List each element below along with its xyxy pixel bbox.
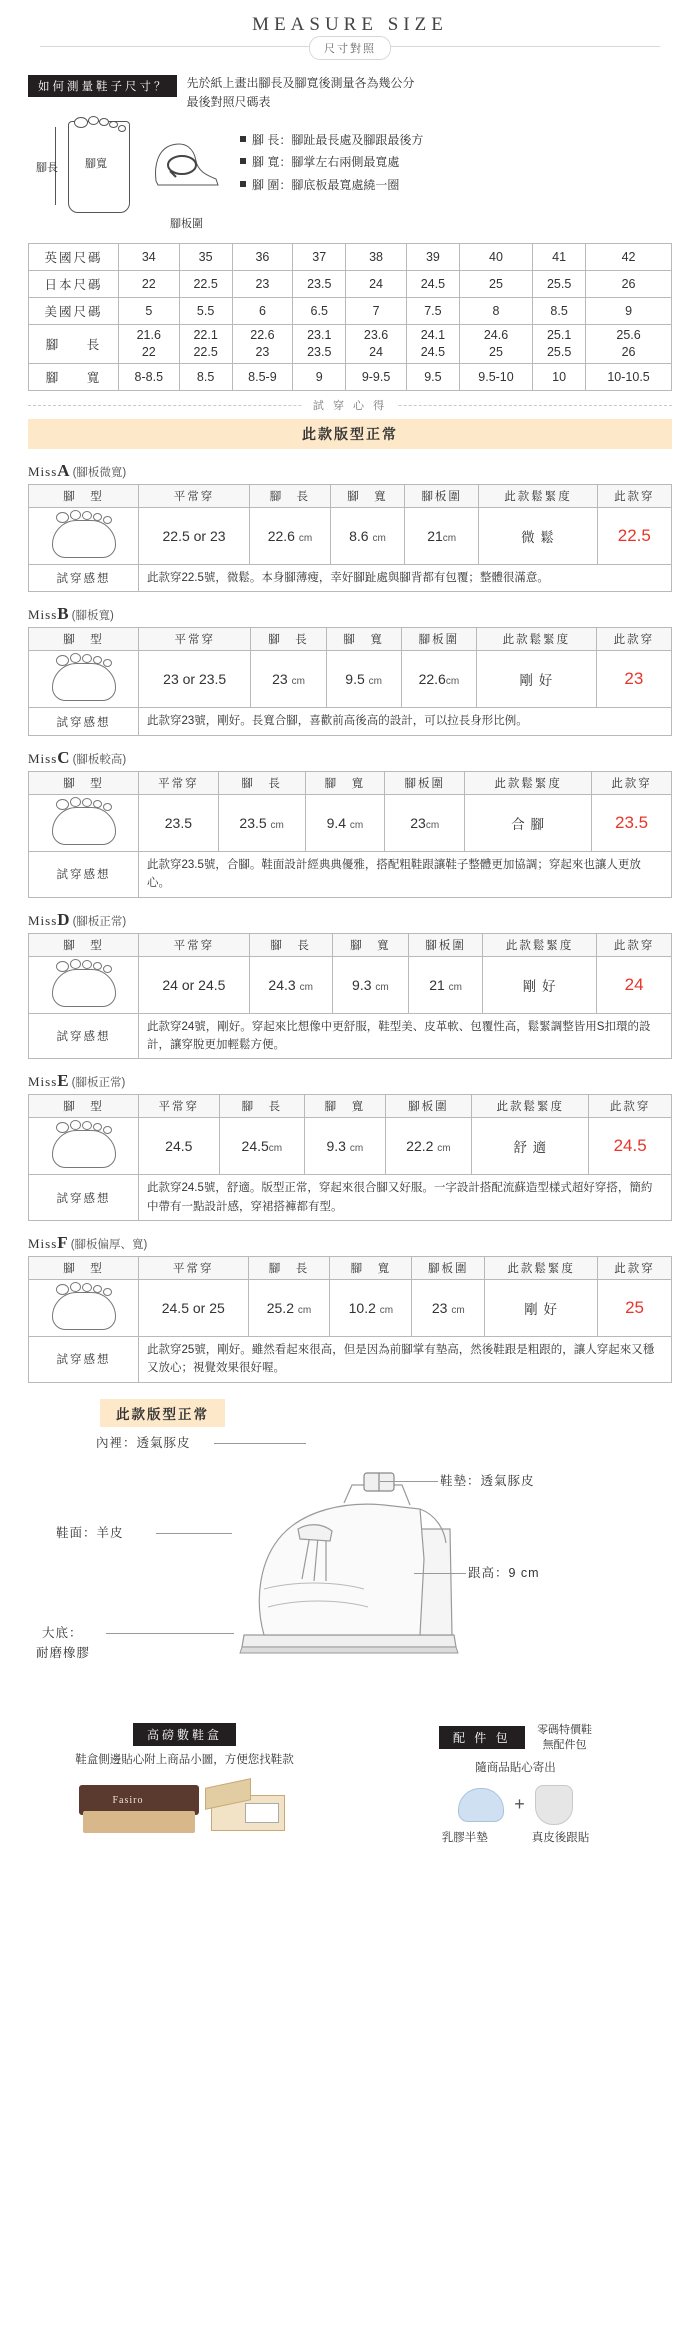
table-row (29, 708, 672, 735)
usual-size: 24.5 or 25 (139, 1280, 249, 1337)
usual-size: 23 or 23.5 (139, 651, 251, 708)
col-foot-type: 腳 型 (29, 1095, 139, 1118)
foot-shape-icon (29, 651, 139, 708)
howto-line-2: 最後對照尺碼表 (186, 94, 271, 109)
fit-level: 剛 好 (483, 956, 597, 1013)
usual-size: 23.5 (139, 794, 219, 851)
table-header-row (29, 1257, 672, 1280)
cell (406, 325, 459, 364)
cell: 10 (533, 363, 586, 390)
table-row (29, 564, 672, 591)
cell: 22 (119, 271, 180, 298)
fit-level: 剛 好 (485, 1280, 598, 1337)
cell-bottom: 25 (489, 345, 503, 360)
review-table (28, 484, 672, 592)
col-length: 腳 長 (219, 1095, 305, 1118)
cell-top: 24.1 (420, 328, 446, 343)
review-heading (28, 1071, 672, 1091)
cell (533, 325, 586, 364)
foot-girth: 21 cm (409, 956, 483, 1013)
lining-label: 內裡：透氣豚皮 (96, 1435, 191, 1450)
cell-bottom: 23 (255, 345, 270, 360)
comment-label: 試穿感想 (29, 1175, 139, 1221)
col-girth: 腳板圍 (385, 771, 465, 794)
review-table (28, 627, 672, 735)
accessory-kit-label: 配 件 包 (439, 1726, 525, 1749)
foot-shape-icon (29, 794, 139, 851)
miss-label: Miss (28, 1236, 58, 1252)
table-row (29, 507, 672, 564)
cell (293, 325, 346, 364)
cell: 6.5 (293, 298, 346, 325)
row-label: 日本尺碼 (29, 271, 119, 298)
review-block-d (28, 910, 672, 1060)
col-foot-type: 腳 型 (29, 484, 139, 507)
usual-size: 24 or 24.5 (139, 956, 250, 1013)
howto-section (0, 60, 700, 111)
table-row (29, 1013, 672, 1059)
cell: 34 (119, 244, 180, 271)
review-block-e (28, 1071, 672, 1221)
upper-leader-line (156, 1533, 232, 1534)
cell: 36 (232, 244, 293, 271)
page-title: MEASURE SIZE (252, 14, 448, 35)
fit-banner: 此款版型正常 (28, 419, 672, 449)
bottom-section (28, 1723, 672, 1845)
col-foot-type: 腳 型 (29, 933, 139, 956)
miss-label: Miss (28, 463, 58, 479)
spec-banner: 此款版型正常 (100, 1399, 225, 1427)
col-pick: 此款穿 (596, 628, 671, 651)
col-length: 腳 長 (248, 1257, 330, 1280)
subtitle-pill: 尺寸對照 (309, 36, 391, 60)
cell: 8 (459, 298, 532, 325)
miss-label: Miss (28, 750, 58, 766)
cell: 42 (586, 244, 672, 271)
chosen-size: 22.5 (597, 507, 671, 564)
foot-length: 23 cm (251, 651, 326, 708)
cell: 25 (459, 271, 532, 298)
shoebox-brand: Fasiro (112, 1795, 144, 1807)
review-heading (28, 910, 672, 930)
bullet-text: 腳 圍：腳底板最寬處繞一圈 (252, 177, 400, 192)
bullet-item (240, 174, 423, 196)
cell: 5.5 (179, 298, 232, 325)
cell: 9.5 (406, 363, 459, 390)
table-row (29, 363, 672, 390)
review-heading (28, 1233, 672, 1253)
cell-bottom: 24.5 (420, 345, 446, 360)
accessory-kit-sub: 隨商品貼心寄出 (475, 1761, 556, 1774)
miss-note: (腳板偏厚、寬) (70, 1239, 148, 1252)
cell-bottom: 24 (369, 345, 384, 360)
col-fit: 此款鬆緊度 (472, 1095, 589, 1118)
foot-length: 25.2 cm (248, 1280, 330, 1337)
cell: 9 (293, 363, 346, 390)
col-length: 腳 長 (249, 933, 332, 956)
cell (459, 325, 532, 364)
review-heading (28, 748, 672, 768)
bullet-text: 腳 長：腳趾最長處及腳跟最後方 (252, 133, 424, 148)
cell: 7 (346, 298, 407, 325)
col-width: 腳 寬 (305, 1095, 386, 1118)
cell (586, 325, 672, 364)
fit-level: 剛 好 (477, 651, 597, 708)
col-fit: 此款鬆緊度 (465, 771, 592, 794)
review-block-a (28, 461, 672, 592)
cell: 41 (533, 244, 586, 271)
table-row (29, 851, 672, 897)
usual-size: 24.5 (139, 1118, 220, 1175)
table-header-row (29, 771, 672, 794)
chosen-size: 25 (598, 1280, 672, 1337)
foot-length: 23.5 cm (218, 794, 305, 851)
review-block-b (28, 604, 672, 735)
cell: 10-10.5 (586, 363, 672, 390)
col-fit: 此款鬆緊度 (485, 1257, 598, 1280)
heel-leader-line (414, 1573, 466, 1574)
miss-letter: A (57, 460, 70, 480)
cell: 35 (179, 244, 232, 271)
foot-width: 9.5 cm (326, 651, 401, 708)
foot-length-label: 腳長 (36, 162, 58, 175)
cell: 8.5-9 (232, 363, 293, 390)
foot-width: 9.3 cm (332, 956, 409, 1013)
table-row (29, 1118, 672, 1175)
col-width: 腳 寬 (332, 933, 409, 956)
table-row (29, 794, 672, 851)
review-table (28, 771, 672, 898)
table-row (29, 956, 672, 1013)
cell-top: 24.6 (483, 328, 509, 343)
table-header-row (29, 933, 672, 956)
foot-shape-icon (29, 1280, 139, 1337)
cell: 9.5-10 (459, 363, 532, 390)
cell: 5 (119, 298, 180, 325)
table-row (29, 244, 672, 271)
bullet-square-icon (240, 136, 246, 142)
col-length: 腳 長 (250, 484, 331, 507)
miss-letter: D (57, 909, 70, 929)
foot-width: 9.4 cm (305, 794, 385, 851)
miss-note: (腳板正常) (72, 915, 127, 928)
miss-label: Miss (28, 912, 58, 928)
review-table (28, 933, 672, 1060)
shoebox-icon (79, 1777, 199, 1839)
comment-label: 試穿感想 (29, 708, 139, 735)
cell: 23 (232, 271, 293, 298)
col-foot-type: 腳 型 (29, 1257, 139, 1280)
bullet-item (240, 151, 423, 173)
col-pick: 此款穿 (589, 1095, 672, 1118)
cell: 9 (586, 298, 672, 325)
product-spec-diagram (28, 1427, 672, 1717)
review-block-c (28, 748, 672, 898)
accessory-item-2: 真皮後跟貼 (531, 1831, 590, 1844)
comment-label: 試穿感想 (29, 1337, 139, 1383)
review-heading (28, 461, 672, 481)
insole-leader-line (380, 1481, 438, 1482)
table-row (29, 271, 672, 298)
miss-letter: E (57, 1071, 69, 1091)
foot-length: 24.3 cm (249, 956, 332, 1013)
cell-bottom: 23.5 (307, 345, 332, 360)
cell: 22.5 (179, 271, 232, 298)
col-fit: 此款鬆緊度 (477, 628, 597, 651)
cell-bottom: 22 (141, 345, 156, 360)
comment-text: 此款穿24號，剛好。穿起來比想像中更舒服，鞋型美、皮革軟、包覆性高，鬆緊調整皆用S扣環的設計，讓穿脫更加輕鬆方便。 (139, 1013, 672, 1059)
heel-grip-icon (535, 1785, 573, 1825)
foot-width-label: 腳寬 (85, 158, 107, 171)
shoebox-sub: 鞋盒側邊貼心附上商品小圖，方便您找鞋款 (75, 1753, 294, 1766)
measure-diagram (28, 115, 672, 235)
table-header-row (29, 1095, 672, 1118)
cell (119, 325, 180, 364)
shoebox-label: 高磅數鞋盒 (133, 1723, 236, 1746)
col-pick: 此款穿 (597, 484, 671, 507)
cell-bottom: 22.5 (193, 345, 218, 360)
foot-width: 10.2 cm (330, 1280, 412, 1337)
miss-label: Miss (28, 607, 58, 623)
bullet-item (240, 129, 423, 151)
miss-letter: F (57, 1233, 68, 1253)
table-row (29, 651, 672, 708)
comment-text: 此款穿23.5號，合腳。鞋面設計經典典優雅，搭配粗鞋跟讓鞋子整體更加協調；穿起來也讓人更放心。 (139, 851, 672, 897)
comment-label: 試穿感想 (29, 851, 139, 897)
table-row (29, 298, 672, 325)
cell (179, 325, 232, 364)
col-pick: 此款穿 (597, 933, 672, 956)
col-usual: 平常穿 (139, 1095, 220, 1118)
cell: 6 (232, 298, 293, 325)
row-label: 英國尺碼 (29, 244, 119, 271)
accessory-kit-block (359, 1723, 672, 1845)
measure-bullets (240, 129, 423, 196)
foot-girth: 22.6cm (401, 651, 476, 708)
cell: 40 (459, 244, 532, 271)
cell: 23.5 (293, 271, 346, 298)
foot-shape-icon (29, 507, 139, 564)
cell (232, 325, 293, 364)
table-row (29, 1280, 672, 1337)
foot-shape-icon (29, 1118, 139, 1175)
fit-level: 微 鬆 (479, 507, 597, 564)
shoebox-block (28, 1723, 341, 1845)
kit-note-line-2: 無配件包 (542, 1739, 587, 1752)
col-usual: 平常穿 (139, 1257, 249, 1280)
col-usual: 平常穿 (139, 628, 251, 651)
col-girth: 腳板圍 (409, 933, 483, 956)
latex-half-pad-icon (458, 1788, 504, 1822)
review-table (28, 1256, 672, 1383)
col-girth: 腳板圍 (385, 1095, 472, 1118)
chosen-size: 23 (596, 651, 671, 708)
bullet-square-icon (240, 181, 246, 187)
cell: 24.5 (406, 271, 459, 298)
miss-note: (腳板正常) (71, 1077, 126, 1090)
outsole-label-1: 大底： (42, 1625, 83, 1640)
col-width: 腳 寬 (330, 1257, 412, 1280)
comment-text: 此款穿25號，剛好。雖然看起來很高，但是因為前腳掌有墊高，然後鞋跟是粗跟的，讓人穿起來又穩又放心；視覺效果很好喔。 (139, 1337, 672, 1383)
outsole-label-2: 耐磨橡膠 (36, 1645, 91, 1660)
comment-label: 試穿感想 (29, 564, 139, 591)
kit-note-line-1: 零碼特價鞋 (537, 1723, 593, 1736)
foot-girth: 21cm (405, 507, 479, 564)
cell-bottom: 26 (621, 345, 636, 360)
heel-height-label: 跟高：9 cm (468, 1565, 540, 1580)
cell: 24 (346, 271, 407, 298)
usual-size: 22.5 or 23 (139, 507, 250, 564)
cell: 26 (586, 271, 672, 298)
col-width: 腳 寬 (330, 484, 404, 507)
fit-level: 舒 適 (472, 1118, 589, 1175)
side-foot-icon (146, 135, 226, 195)
col-fit: 此款鬆緊度 (479, 484, 597, 507)
cell: 25.5 (533, 271, 586, 298)
comment-text: 此款穿23號，剛好。長寬合腳，喜歡前高後高的設計，可以拉長身形比例。 (139, 708, 672, 735)
foot-width: 9.3 cm (305, 1118, 386, 1175)
open-shoebox-icon (205, 1777, 291, 1839)
col-pick: 此款穿 (598, 1257, 672, 1280)
col-length: 腳 長 (251, 628, 326, 651)
chosen-size: 23.5 (592, 794, 672, 851)
col-width: 腳 寬 (305, 771, 385, 794)
cell-top: 23.6 (363, 328, 389, 343)
comment-label: 試穿感想 (29, 1013, 139, 1059)
comment-text: 此款穿22.5號，微鬆。本身腳薄瘦，幸好腳趾處與腳背都有包覆；整體很滿意。 (139, 564, 672, 591)
cell: 39 (406, 244, 459, 271)
miss-letter: C (57, 747, 70, 767)
howto-line-1: 先於紙上畫出腳長及腳寬後測量各為幾公分 (186, 76, 415, 90)
col-usual: 平常穿 (139, 933, 250, 956)
cell: 8-8.5 (119, 363, 180, 390)
col-length: 腳 長 (218, 771, 305, 794)
cell: 8.5 (179, 363, 232, 390)
accessory-kit-note (537, 1723, 592, 1754)
howto-text (187, 74, 415, 111)
lining-leader-line (214, 1443, 306, 1444)
miss-note: (腳板較高) (72, 753, 127, 766)
fit-level: 合 腳 (465, 794, 592, 851)
review-heading (28, 604, 672, 624)
col-fit: 此款鬆緊度 (483, 933, 597, 956)
foot-girth: 23cm (385, 794, 465, 851)
col-girth: 腳板圍 (405, 484, 479, 507)
table-row (29, 325, 672, 364)
col-foot-type: 腳 型 (29, 771, 139, 794)
chosen-size: 24 (597, 956, 672, 1013)
subtitle-pill-wrap (0, 36, 700, 60)
cell: 7.5 (406, 298, 459, 325)
col-usual: 平常穿 (139, 484, 250, 507)
col-girth: 腳板圍 (412, 1257, 485, 1280)
upper-label: 鞋面：羊皮 (56, 1525, 124, 1540)
accessory-item-1: 乳膠半墊 (441, 1831, 488, 1844)
miss-note: (腳板微寬) (72, 466, 127, 479)
cell (346, 325, 407, 364)
bullet-square-icon (240, 158, 246, 164)
table-row (29, 1337, 672, 1383)
chosen-size: 24.5 (589, 1118, 672, 1175)
bullet-text: 腳 寬：腳掌左右兩側最寬處 (252, 155, 400, 170)
cell-top: 25.1 (546, 328, 572, 343)
cell-bottom: 25.5 (546, 345, 572, 360)
cell: 37 (293, 244, 346, 271)
insole-label: 鞋墊：透氣豚皮 (440, 1473, 535, 1488)
row-label: 腳 寬 (29, 363, 119, 390)
col-width: 腳 寬 (326, 628, 401, 651)
shoebox-images (28, 1777, 341, 1839)
table-header-row (29, 484, 672, 507)
review-block-f (28, 1233, 672, 1383)
col-usual: 平常穿 (139, 771, 219, 794)
col-foot-type: 腳 型 (29, 628, 139, 651)
cell-top: 22.1 (193, 328, 218, 343)
comment-text: 此款穿24.5號，舒適。版型正常，穿起來很合腳又好服。一字設計搭配流蘇造型樣式超好穿搭，簡約中帶有一點設計感，穿裙搭褲都有型。 (139, 1175, 672, 1221)
outsole-leader-line (106, 1633, 234, 1634)
miss-letter: B (57, 604, 69, 624)
cell-top: 22.6 (250, 328, 275, 343)
row-label: 美國尺碼 (29, 298, 119, 325)
table-header-row (29, 628, 672, 651)
review-table (28, 1094, 672, 1221)
foot-width: 8.6 cm (330, 507, 404, 564)
foot-girth-label: 腳板圍 (170, 218, 203, 231)
row-label: 腳 長 (29, 325, 119, 364)
cell-top: 21.6 (136, 328, 161, 343)
col-pick: 此款穿 (592, 771, 672, 794)
size-conversion-table (28, 243, 672, 391)
accessory-images (359, 1785, 672, 1825)
table-row (29, 1175, 672, 1221)
cell-top: 25.6 (616, 328, 641, 343)
cell: 38 (346, 244, 407, 271)
miss-label: Miss (28, 1074, 58, 1090)
miss-note: (腳板寬) (71, 610, 114, 623)
plus-icon: + (514, 1794, 525, 1815)
cell: 8.5 (533, 298, 586, 325)
cell: 9-9.5 (346, 363, 407, 390)
divider-label: 試 穿 心 得 (303, 397, 397, 413)
col-girth: 腳板圍 (401, 628, 476, 651)
howto-label: 如何測量鞋子尺寸？ (28, 75, 177, 97)
foot-girth: 22.2 cm (385, 1118, 472, 1175)
foot-girth: 23 cm (412, 1280, 485, 1337)
accessory-labels (359, 1829, 672, 1845)
cell-top: 23.1 (307, 328, 332, 343)
foot-length: 22.6 cm (250, 507, 331, 564)
foot-length: 24.5cm (219, 1118, 305, 1175)
foot-shape-icon (29, 956, 139, 1013)
section-divider (28, 399, 672, 417)
